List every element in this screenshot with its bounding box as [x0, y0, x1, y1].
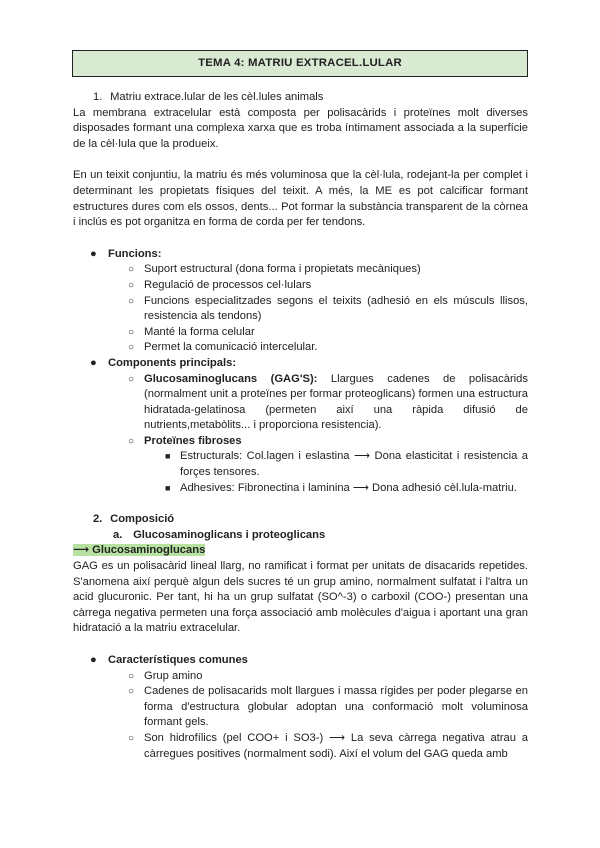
circle-bullet-icon: ○ [128, 264, 135, 276]
circle-bullet-icon: ○ [128, 686, 135, 698]
components-bullet [73, 356, 528, 372]
highlight-heading: ⟶ Glucosaminoglucans [73, 544, 206, 557]
fibroses-label: Proteïnes fibroses [144, 434, 242, 447]
list-item: ○ Funcions especialitzades segons el teixits (adhesió en els músculs llisos, resistencia als tendons) [128, 294, 528, 323]
gag-item [73, 372, 528, 434]
list-item: ○ Regulació de processos cel·lulars [73, 278, 528, 294]
list-item: ○ Son hidrofílics (pel COO+ i SO3-) ⟶ La seva càrrega negativa atrau a càrregues positives (normalment sodi). Així el volum del GAG queda amb [128, 731, 528, 760]
section-2-number: 2. [93, 513, 103, 526]
list-item: ○ Grup amino [73, 669, 528, 685]
circle-bullet-icon: ○ [128, 279, 135, 291]
circle-bullet-icon: ○ [128, 435, 135, 447]
gag-term: Glucosaminoglucans (GAG'S): [144, 372, 318, 385]
subsection-a-heading [73, 528, 528, 544]
section-1-paragraph-1: La membrana extracelular està composta per polisacàrids i proteïnes molt diverses disposades formant una complexa xarxa que es troba íntimament associada a la superfície de la cèl·lula que la produeix. [73, 106, 528, 150]
bullet-dot-icon: ● [90, 356, 97, 369]
list-item: ■ Estructurals: Col.lagen i eslastina ⟶ Dona elasticitat i resistencia a forçes tensores. [165, 450, 528, 479]
caracteristiques-label: Característiques comunes [108, 654, 248, 666]
list-item: ○ Cadenes de polisacarids molt llargues i massa rígides per poder plegarse en forma d'estructura globular adoptan una conformació molt voluminosa formant gels. [128, 685, 528, 729]
page-title: TEMA 4: MATRIU EXTRACEL.LULAR [72, 50, 528, 77]
bullet-dot-icon: ● [90, 247, 97, 260]
components-label: Components principals: [108, 356, 237, 369]
section-1-heading [73, 90, 528, 106]
circle-bullet-icon: ○ [128, 373, 135, 385]
section-2-heading [73, 512, 528, 528]
gag-paragraph: GAG es un polisacàrid lineal llarg, no ramificat i format per unitats de disacarids repetides. S'anomena així perquè algun dels sucres té un grup amino, normalment sulfatat i l'altra un acid glucuronic. Per tant, hi ha un grup sulfatat (SO^-3) o carboxil (COO-) presentan una càrrega negativa permeten una força associació amb molècules d'aigua i aportant una gran hidratació a la matriu extracelular. [73, 560, 528, 635]
subsection-a-letter: a. [113, 528, 123, 541]
funcions-label: Funcions: [108, 247, 162, 260]
circle-bullet-icon: ○ [128, 295, 135, 307]
fibroses-item [73, 434, 528, 450]
square-bullet-icon: ■ [165, 482, 171, 493]
circle-bullet-icon: ○ [128, 670, 135, 682]
list-item: ○ Suport estructural (dona forma i propietats mecàniques) [73, 262, 528, 278]
circle-bullet-icon: ○ [128, 732, 135, 744]
list-item: ○ Permet la comunicació intercelular. [73, 340, 528, 356]
section-1-paragraph-2: En un teixit conjuntiu, la matriu és més voluminosa que la cèl·lula, rodejant-la per complet i determinant les propietats físiques del teixit. A més, la ME es pot calcificar formant estructures dures com els ossos, dents... Pot formar la substància transparent de la còrnea i inclús es pot organitza en forma de corda per fer tendons. [73, 169, 528, 229]
list-item: ○ Manté la forma celular [73, 325, 528, 341]
subsection-a-title: Glucosaminoglicans i proteoglicans [133, 528, 326, 541]
bullet-dot-icon: ● [90, 654, 97, 666]
list-item: ■ Adhesives: Fibronectina i laminina ⟶ Dona adhesió cèl.lula-matriu. [73, 481, 528, 497]
section-1-title: Matriu extrace.lular de les cèl.lules animals [110, 91, 324, 103]
section-2-title: Composició [110, 513, 175, 526]
square-bullet-icon: ■ [165, 451, 171, 462]
circle-bullet-icon: ○ [128, 326, 135, 338]
document-body [73, 90, 528, 762]
caracteristiques-bullet [73, 653, 528, 669]
gag-description: Llargues cadenes de polisacàrids (normalment unit a proteïnes per formar proteoglicans) formen una estructura hidratada-gelatinosa (permeten així una ràpida difusió de nutrients,metabòlits... i proporciona resistencia). [144, 372, 528, 432]
circle-bullet-icon: ○ [128, 342, 135, 354]
funcions-bullet [73, 247, 528, 263]
section-1-number: 1. [93, 91, 103, 103]
